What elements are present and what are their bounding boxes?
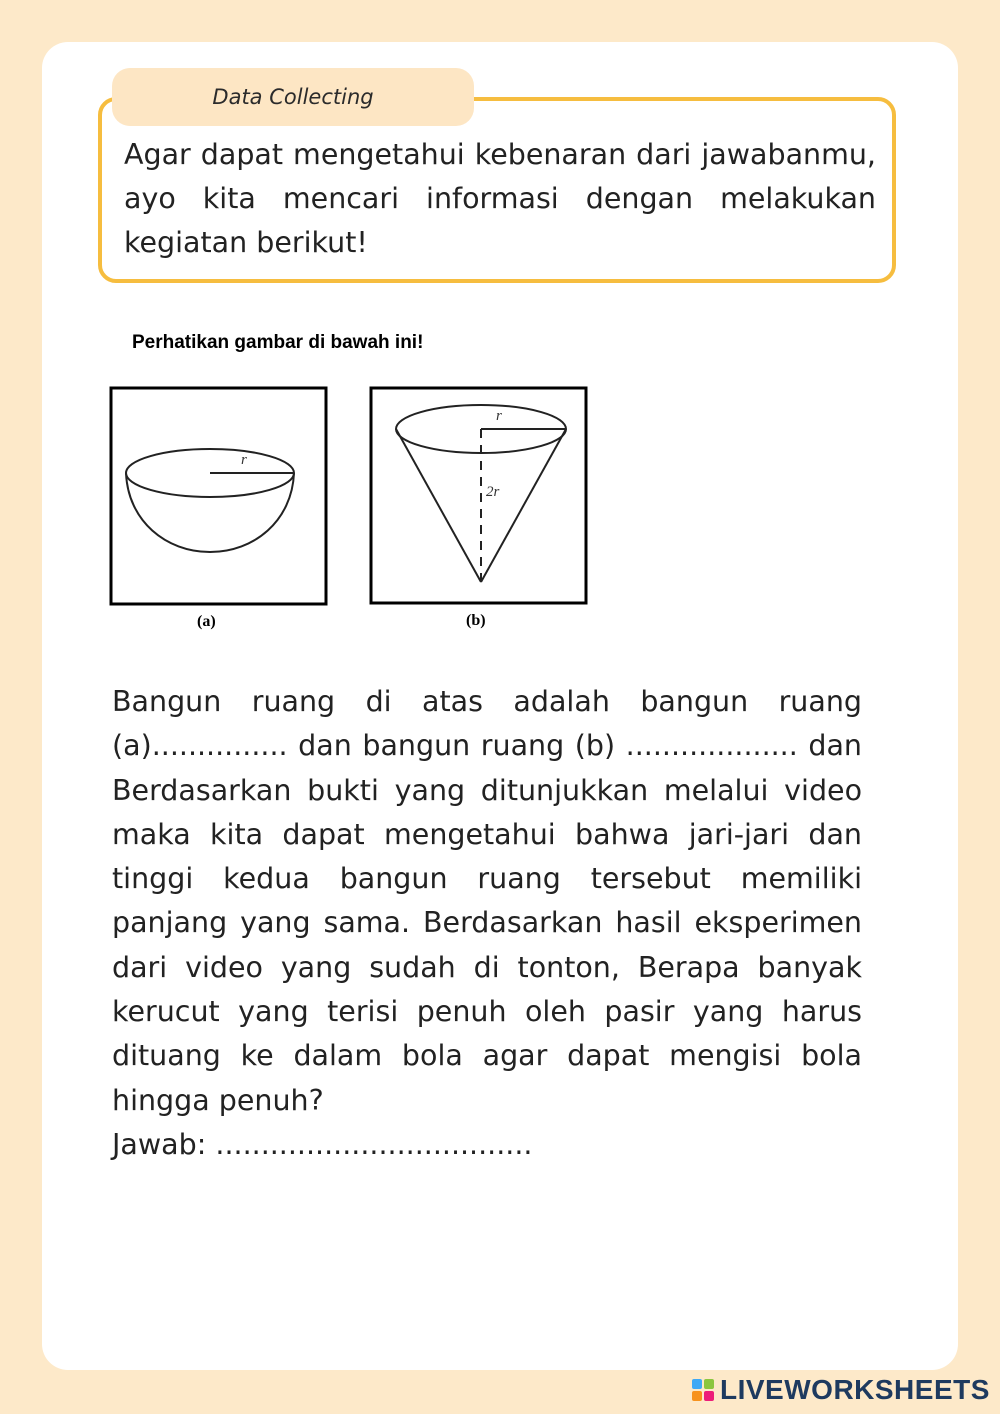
brand-name: LIVEWORKSHEETS xyxy=(720,1374,990,1405)
hemisphere-bowl xyxy=(126,473,294,552)
caption-a: (a) xyxy=(197,613,216,630)
caption-b: (b) xyxy=(466,612,486,629)
answer-line[interactable]: Jawab: ................................... xyxy=(112,1127,533,1161)
liveworksheets-brand[interactable] xyxy=(692,1372,990,1408)
liveworksheets-logo-icon xyxy=(692,1379,714,1401)
cone-2r-label: 2r xyxy=(486,484,500,500)
section-tab: Data Collecting xyxy=(112,68,474,126)
figure-title: Perhatikan gambar di bawah ini! xyxy=(132,332,424,353)
cone-r-label: r xyxy=(496,408,502,424)
question-paragraph: Bangun ruang di atas adalah bangun ruang (a)............... dan bangun ruang (b) ................... dan Berdasarkan bukti yang ditunjukkan melalui video maka kita dapat mengetahui bahwa jari-jari dan tinggi kedua bangun ruang tersebut memiliki panjang yang sama. Berdasarkan hasil eksperimen dari video yang sudah di tonton, Berapa banyak kerucut yang terisi penuh oleh pasir yang harus dituang ke dalam bola agar dapat mengisi bola hingga penuh? xyxy=(112,685,862,1117)
geometry-figure xyxy=(98,316,608,656)
hemisphere-r-label: r xyxy=(241,452,247,468)
question-block xyxy=(112,680,862,1167)
intro-text: Agar dapat mengetahui kebenaran dari jawabanmu, ayo kita mencari informasi dengan melakukan kegiatan berikut! xyxy=(124,138,876,259)
